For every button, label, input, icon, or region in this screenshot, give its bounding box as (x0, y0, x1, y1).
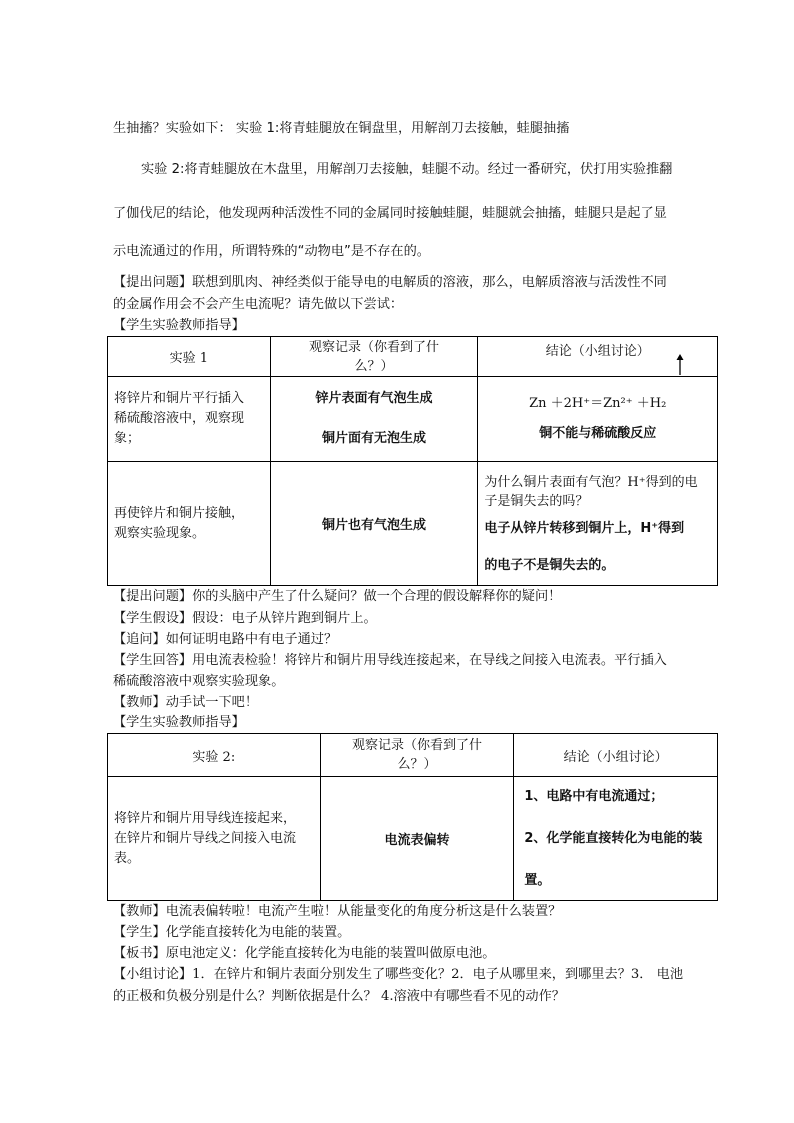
dialogue-2-line-2: 【学生】化学能直接转化为电能的装置。 (113, 925, 351, 940)
table-1-row-1 (108, 377, 718, 462)
dialogue-1-line-5: 稀硫酸溶液中观察实验现象。 (113, 674, 285, 689)
table-2-row-1-conclusion: 1、电路中有电流通过； 2、化学能直接转化为电能的装 置。 (514, 777, 718, 901)
question-1-line-2: 的金属作用会不会产生电流呢？请先做以下尝试： (113, 297, 404, 312)
dialogue-1-line-7: 【学生实验教师指导】 (113, 715, 245, 730)
table-1-header-row (108, 337, 718, 377)
experiment-1-table (107, 336, 718, 586)
intro-line-4: 示电流通过的作用，所谓特殊的“动物电”是不存在的。 (113, 244, 430, 259)
table-2-header-observation: 观察记录（你看到了什 么？） (320, 734, 514, 777)
table-2-row-1-procedure: 将锌片和铜片用导线连接起来， 在锌片和铜片导线之间接入电流 表。 (108, 777, 321, 901)
student-guide-label: 【学生实验教师指导】 (113, 318, 245, 333)
dialogue-1-line-6: 【教师】动手试一下吧！ (113, 695, 259, 710)
dialogue-1-line-4: 【学生回答】用电流表检验！将锌片和铜片用导线连接起来，在导线之间接入电流表。平行插入 (113, 653, 667, 668)
table-1-row-2-procedure: 再使锌片和铜片接触， 观察实验现象。 (108, 462, 271, 586)
intro-line-1: 生抽搐？实验如下： 实验 1:将青蛙腿放在铜盘里，用解剖刀去接触，蛙腿抽搐 (113, 121, 570, 136)
table-1-row-1-observation: 锌片表面有气泡生成 铜片面有无泡生成 (270, 377, 478, 462)
question-1-line-1: 【提出问题】联想到肌肉、神经类似于能导电的电解质的溶液，那么，电解质溶液与活泼性不同 (113, 275, 667, 290)
dialogue-2-line-1: 【教师】电流表偏转啦！电流产生啦！从能量变化的角度分析这是什么装置？ (113, 904, 562, 919)
table-2-header-experiment: 实验 2: (108, 734, 321, 777)
table-1-row-2 (108, 462, 718, 586)
table-1-header-conclusion: 结论（小组讨论） (478, 337, 718, 377)
dialogue-2-line-4: 【小组讨论】1．在锌片和铜片表面分别发生了哪些变化？2．电子从哪里来，到哪里去？3． 电池 (113, 967, 684, 982)
table-1-row-1-procedure: 将锌片和铜片平行插入 稀硫酸溶液中，观察现 象； (108, 377, 271, 462)
intro-line-2: 实验 2:将青蛙腿放在木盘里，用解剖刀去接触，蛙腿不动。经过一番研究，伏打用实验推翻 (141, 162, 673, 177)
up-arrow-icon (674, 354, 686, 376)
table-1-header-experiment: 实验 1 (108, 337, 271, 377)
table-1-header-observation: 观察记录（你看到了什 么？） (270, 337, 478, 377)
table-1-row-1-conclusion: Zn ＋2H⁺＝Zn²⁺ ＋H₂ 铜不能与稀硫酸反应 (478, 377, 718, 462)
table-2-header-conclusion: 结论（小组讨论） (514, 734, 718, 777)
table-1-row-2-observation: 铜片也有气泡生成 (270, 462, 478, 586)
dialogue-1-line-1: 【提出问题】你的头脑中产生了什么疑问？做一个合理的假设解释你的疑问！ (113, 589, 562, 604)
dialogue-2-line-5: 的正极和负极分别是什么？判断依据是什么？ 4.溶液中有哪些看不见的动作？ (113, 989, 565, 1004)
table-2-row-1 (108, 777, 718, 901)
dialogue-1-line-2: 【学生假设】假设：电子从锌片跑到铜片上。 (113, 611, 377, 626)
dialogue-2-line-3: 【板书】原电池定义：化学能直接转化为电能的装置叫做原电池。 (113, 946, 496, 961)
table-1-row-2-conclusion: 为什么铜片表面有气泡？H⁺得到的电 子是铜失去的吗？ 电子从锌片转移到铜片上，H⁺得到 的电子不是铜失去的。 (478, 462, 718, 586)
dialogue-1-line-3: 【追问】如何证明电路中有电子通过？ (113, 632, 338, 647)
experiment-2-table (107, 733, 718, 901)
table-2-header-row (108, 734, 718, 777)
intro-line-3: 了伽伐尼的结论，他发现两种活泼性不同的金属同时接触蛙腿，蛙腿就会抽搐，蛙腿只是起了显 (113, 206, 667, 221)
table-2-row-1-observation: 电流表偏转 (320, 777, 514, 901)
